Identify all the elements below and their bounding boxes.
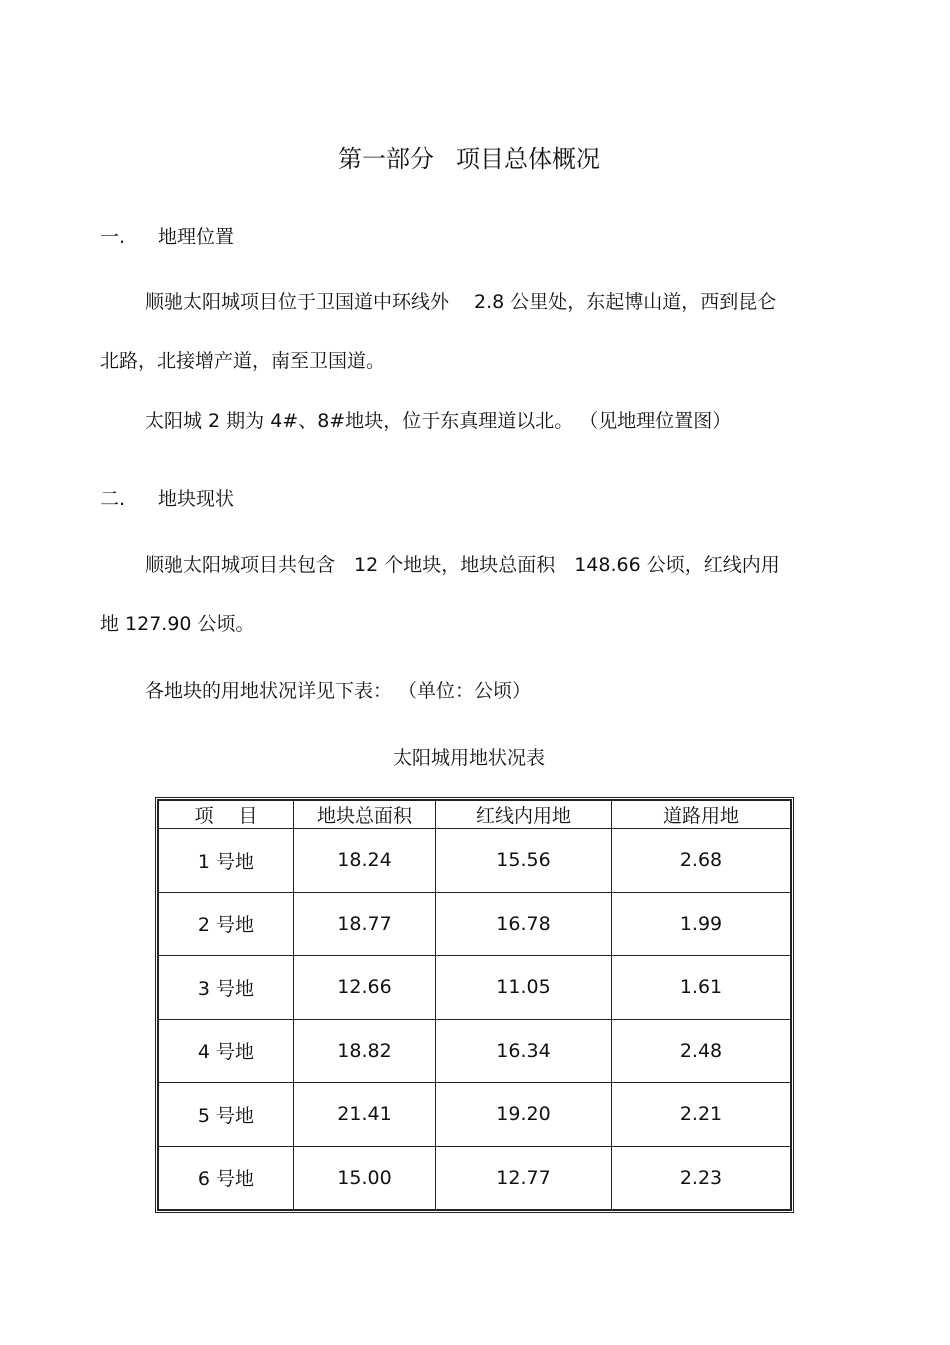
cell-redline-land: 16.34 bbox=[436, 1019, 612, 1083]
table-row bbox=[159, 829, 791, 893]
cell-redline-land: 16.78 bbox=[436, 892, 612, 956]
cell-road-land: 2.21 bbox=[612, 1083, 791, 1147]
location-paragraph-line2: 北路，北接增产道，南至卫国道。 bbox=[100, 350, 386, 372]
table-caption: 太阳城用地状况表 bbox=[392, 747, 545, 769]
cell-road-land: 2.23 bbox=[612, 1146, 791, 1210]
cell-road-land: 2.68 bbox=[612, 829, 791, 893]
cell-total-area: 15.00 bbox=[294, 1146, 436, 1210]
table-header-row bbox=[159, 801, 791, 829]
cell-plot: 2 号地 bbox=[159, 892, 294, 956]
cell-plot: 5 号地 bbox=[159, 1083, 294, 1147]
cell-plot: 6 号地 bbox=[159, 1146, 294, 1210]
cell-total-area: 18.82 bbox=[294, 1019, 436, 1083]
title-part-label: 第一部分 bbox=[338, 145, 434, 173]
cell-total-area: 21.41 bbox=[294, 1083, 436, 1147]
table-intro-paragraph: 各地块的用地状况详见下表： （单位：公顷） bbox=[145, 680, 532, 702]
section-title: 地块现状 bbox=[158, 488, 235, 510]
table-row bbox=[159, 1083, 791, 1147]
title-text: 项目总体概况 bbox=[456, 145, 600, 173]
land-use-table bbox=[155, 797, 794, 1213]
cell-redline-land: 19.20 bbox=[436, 1083, 612, 1147]
cell-total-area: 18.77 bbox=[294, 892, 436, 956]
cell-total-area: 18.24 bbox=[294, 829, 436, 893]
section-heading-location bbox=[100, 224, 234, 250]
phase2-paragraph: 太阳城 2 期为 4#、8#地块，位于东真理道以北。 （见地理位置图） bbox=[145, 410, 732, 432]
status-paragraph-line1: 顺驰太阳城项目共包含 12 个地块，地块总面积 148.66 公顷，红线内用 bbox=[145, 554, 780, 576]
header-total-area: 地块总面积 bbox=[294, 801, 436, 829]
table-row bbox=[159, 1146, 791, 1210]
cell-plot: 4 号地 bbox=[159, 1019, 294, 1083]
section-number: 一. bbox=[100, 226, 126, 248]
header-redline-land: 红线内用地 bbox=[436, 801, 612, 829]
cell-road-land: 1.61 bbox=[612, 956, 791, 1020]
cell-total-area: 12.66 bbox=[294, 956, 436, 1020]
page-title bbox=[0, 142, 938, 176]
header-road-land: 道路用地 bbox=[612, 801, 791, 829]
cell-road-land: 1.99 bbox=[612, 892, 791, 956]
status-paragraph-line2: 地 127.90 公顷。 bbox=[100, 613, 255, 635]
cell-road-land: 2.48 bbox=[612, 1019, 791, 1083]
cell-plot: 3 号地 bbox=[159, 956, 294, 1020]
location-paragraph-line1: 顺驰太阳城项目位于卫国道中环线外 2.8 公里处，东起博山道，西到昆仑 bbox=[145, 291, 777, 313]
table-row bbox=[159, 892, 791, 956]
cell-redline-land: 15.56 bbox=[436, 829, 612, 893]
table-row bbox=[159, 956, 791, 1020]
cell-redline-land: 11.05 bbox=[436, 956, 612, 1020]
header-item: 项 目 bbox=[159, 801, 294, 829]
section-heading-status bbox=[100, 486, 234, 512]
section-number: 二. bbox=[100, 488, 126, 510]
section-title: 地理位置 bbox=[158, 226, 235, 248]
table-row bbox=[159, 1019, 791, 1083]
cell-plot: 1 号地 bbox=[159, 829, 294, 893]
cell-redline-land: 12.77 bbox=[436, 1146, 612, 1210]
